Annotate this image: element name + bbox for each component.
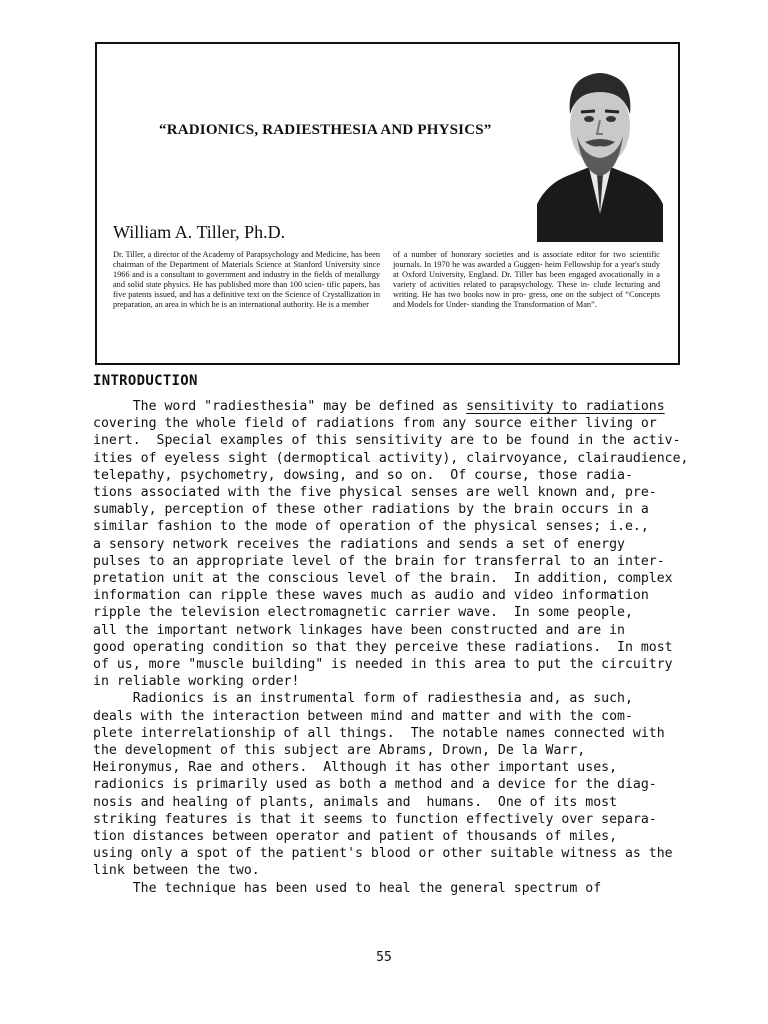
page-number: 55	[376, 950, 392, 965]
author-portrait	[537, 64, 663, 242]
bio-line: solid state physics. He has published more than 100 scien-	[127, 280, 327, 290]
bio-line: Medicine, has been chairman of the Department of Materials	[113, 250, 381, 270]
body-line: Radionics is an instrumental form of radiesthesia and, as such,	[93, 691, 633, 707]
body-line: deals with the interaction between mind and matter and with the com-	[93, 708, 633, 724]
body-line: telepathy, psychometry, dowsing, and so on. Of course, those radia-	[93, 467, 633, 483]
body-line: of us, more "muscle building" is needed in this area to put the circuitry	[93, 657, 673, 673]
bio-line: of a number of honorary societies and is associate editor for	[393, 250, 614, 259]
article-title: “RADIONICS, RADIESTHESIA AND PHYSICS”	[159, 122, 492, 138]
body-line: tions associated with the five physical senses are well known and, pre-	[93, 485, 657, 501]
body-line: a sensory network receives the radiations and sends a set of energy	[93, 536, 625, 552]
body-line: all the important network linkages have been constructed and are in	[93, 622, 625, 638]
bio-line: Science at Stanford University since 1966 and is a consultant	[113, 260, 381, 280]
body-line: using only a spot of the patient's blood or other suitable witness as the	[93, 846, 673, 862]
bio-line: tific papers, has five patents issued, and has a definitive	[113, 280, 380, 300]
article-header-box	[95, 42, 680, 365]
body-line: Heironymus, Rae and others. Although it has other important uses,	[93, 760, 618, 776]
body-line: similar fashion to the mode of operation of the physical senses; i.e.,	[93, 519, 649, 535]
author-bio-left	[113, 250, 380, 311]
body-line: tion distances between operator and patient of thousands of miles,	[93, 829, 618, 845]
body-line: nosis and healing of plants, animals and humans. One of its most	[93, 794, 618, 810]
author-bio-right	[393, 250, 660, 311]
body-line: covering the whole field of radiations from any source either living or	[93, 416, 657, 432]
body-line: link between the two.	[93, 863, 260, 879]
bio-line: Dr. Tiller, a director of the Academy of Parapsychology and	[113, 250, 316, 259]
body-line: inert. Special examples of this sensitivity are to be found in the activ-	[93, 433, 681, 449]
bio-line: standing the Transformation of Man”.	[471, 300, 597, 310]
bio-line: in which he is an international authority. He is a member	[180, 300, 369, 310]
body-line: The technique has been used to heal the general spectrum of	[93, 880, 602, 896]
body-line: sumably, perception of these other radiations by the brain occurs in a	[93, 502, 649, 518]
bio-line: heim Fellowship for a year's study at Oxford University,	[393, 260, 660, 280]
body-line: in reliable working order!	[93, 674, 300, 690]
body-line-text: The word "radiesthesia" may be defined as	[93, 399, 467, 414]
body-line: the development of this subject are Abrams, Drown, De la Warr,	[93, 743, 586, 759]
body-line	[93, 398, 693, 415]
underlined-phrase: sensitivity to radiations	[466, 399, 665, 414]
bio-line: text on the Science of Crystallization in preparation, an area	[113, 290, 380, 310]
bio-line: two scientific journals. In 1970 he was awarded a Guggen-	[393, 250, 660, 270]
bio-line: clude lecturing and writing. He has two books now in pro-	[393, 280, 660, 300]
body-line: ripple the television electromagnetic carrier wave. In some people,	[93, 605, 633, 621]
body-line: pretation unit at the conscious level of the brain. In addition, complex	[93, 571, 673, 587]
body-text	[93, 398, 693, 897]
body-line: plete interrelationship of all things. The notable names connected with	[93, 725, 665, 741]
bio-line: to government and industry in the fields of metallurgy and	[113, 270, 381, 290]
body-line: radionics is primarily used as both a method and a device for the diag-	[93, 777, 657, 793]
bio-line: variety of activities related to parapsychology. These in-	[393, 280, 594, 290]
body-line: information can ripple these waves much as audio and video information	[93, 588, 649, 604]
section-heading: INTRODUCTION	[93, 373, 198, 389]
body-line: pulses to an appropriate level of the brain for transferral to an inter-	[93, 553, 665, 569]
bio-line: gress, one on the subject of “Concepts and Models for Under-	[393, 290, 660, 310]
bio-line: England. Dr. Tiller has been engaged avocationally in a	[468, 270, 660, 280]
author-name: William A. Tiller, Ph.D.	[113, 222, 286, 242]
body-line: good operating condition so that they perceive these radiations. In most	[93, 639, 673, 655]
body-line: striking features is that it seems to function effectively over separa-	[93, 811, 657, 827]
body-line: ities of eyeless sight (dermoptical activity), clairvoyance, clairaudience,	[93, 450, 689, 466]
